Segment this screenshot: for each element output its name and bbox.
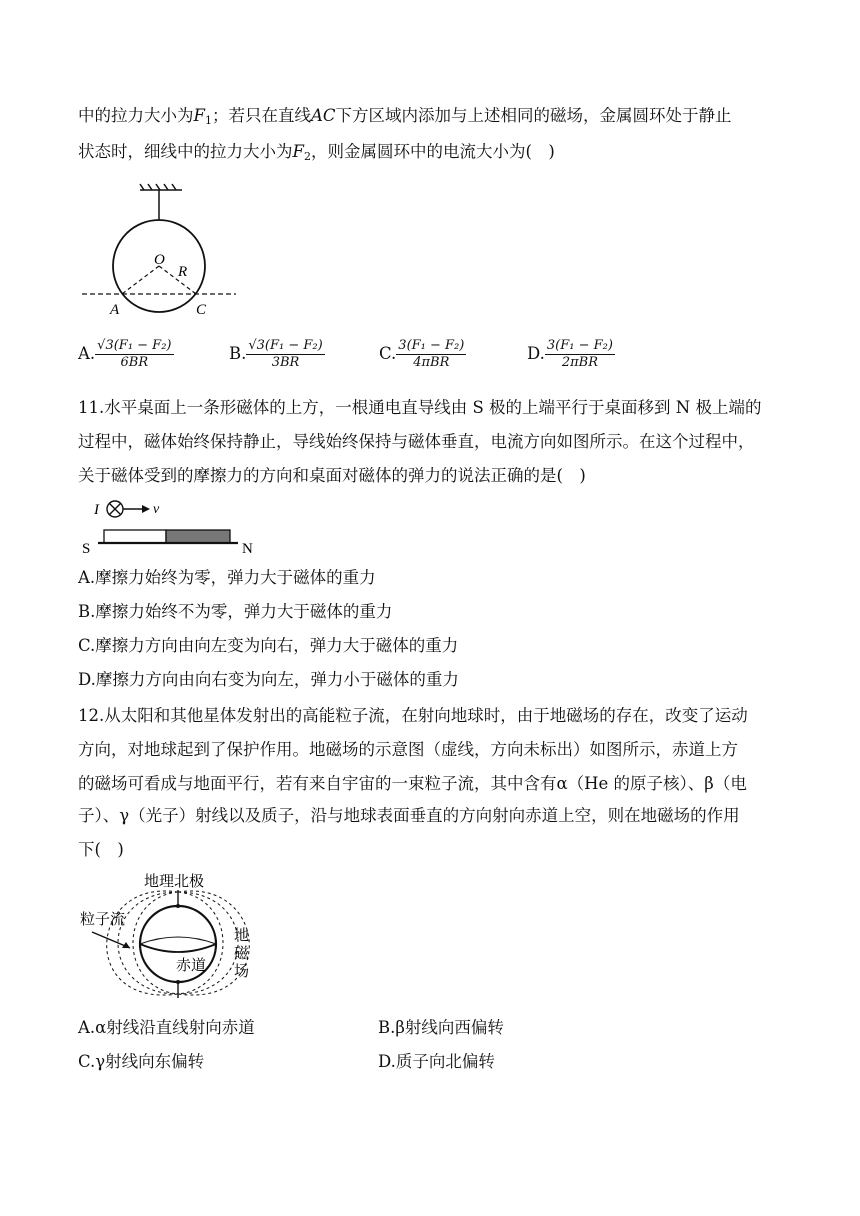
option-letter: A.: [78, 344, 96, 363]
q10-option-a[interactable]: [78, 338, 174, 371]
label-r: R: [178, 264, 188, 280]
option-fraction: [545, 338, 615, 371]
fraction-numerator: 3(F₁ − F₂): [546, 338, 613, 353]
q11-text-line-1: 11.水平桌面上一条形磁体的上方，一根通电直导线由 S 极的上端平行于桌面移到 N 极上端的: [78, 398, 762, 417]
label-north-pole: 地理北极: [144, 874, 205, 890]
q11-option-d[interactable]: D.摩擦力方向由向右变为向左，弹力小于磁体的重力: [78, 670, 459, 689]
q11-option-a[interactable]: A.摩擦力始终为零，弹力大于磁体的重力: [78, 568, 376, 587]
label-particle-stream: 粒子流: [80, 912, 126, 928]
fraction-denominator: 3BR: [271, 355, 300, 370]
q10-option-d[interactable]: [527, 338, 615, 371]
magnet-n-half: [166, 530, 230, 543]
q10-text-line-2: [78, 140, 555, 169]
q10-option-c[interactable]: [379, 338, 466, 371]
option-fraction: [95, 338, 173, 371]
q11-text-line-3: 关于磁体受到的摩擦力的方向和桌面对磁体的弹力的说法正确的是( ): [78, 466, 586, 485]
fraction-numerator: √3(F₁ − F₂): [97, 338, 172, 353]
q10-text: 状态时，细线中的拉力大小为: [78, 142, 293, 161]
option-letter: B.: [229, 344, 247, 363]
q11-option-b[interactable]: B.摩擦力始终不为零，弹力大于磁体的重力: [78, 602, 393, 621]
q11-text-line-2: 过程中，磁体始终保持静止，导线始终保持与磁体垂直，电流方向如图所示。在这个过程中，: [78, 432, 755, 451]
option-fraction: [246, 338, 324, 371]
option-letter: D.: [527, 344, 545, 363]
fraction-denominator: 4πBR: [413, 355, 450, 370]
magnet-s-half: [104, 530, 166, 543]
fraction-denominator: 2πBR: [561, 355, 598, 370]
q12-text-line-4: 子）、γ（光子）射线以及质子，沿与地球表面垂直的方向射向赤道上空，则在地磁场的作用: [78, 806, 740, 825]
label-o: O: [154, 252, 165, 268]
f1-symbol: F: [193, 106, 205, 125]
q10-text: ，则金属圆环中的电流大小为( ): [310, 142, 555, 161]
fraction-numerator: √3(F₁ − F₂): [248, 338, 323, 353]
q12-option-c[interactable]: C.γ射线向东偏转: [78, 1052, 205, 1071]
radius-oa: [122, 266, 159, 294]
magnet-figure: [80, 496, 270, 556]
q12-option-d[interactable]: D.质子向北偏转: [378, 1052, 495, 1071]
option-fraction: [396, 338, 466, 371]
q10-text-line-1: [78, 104, 732, 133]
label-field-3: 场: [234, 964, 250, 980]
q12-option-a[interactable]: A.α射线沿直线射向赤道: [78, 1018, 255, 1037]
q10-text: 中的拉力大小为: [78, 106, 194, 125]
q11-option-c[interactable]: C.摩擦力方向由向左变为向右，弹力大于磁体的重力: [78, 636, 459, 655]
label-a: A: [110, 302, 120, 318]
f2-symbol: F: [292, 142, 304, 161]
ac-symbol: AC: [310, 106, 336, 125]
label-c: C: [196, 302, 207, 318]
label-n: N: [242, 541, 253, 556]
f1-subscript: 1: [204, 114, 212, 127]
label-field-2: 磁: [234, 946, 250, 962]
earth-field-figure: [78, 868, 268, 1008]
option-letter: C.: [379, 344, 397, 363]
q12-text-line-3: 的磁场可看成与地面平行，若有来自宇宙的一束粒子流，其中含有α（He 的原子核）、β（电: [78, 774, 747, 793]
label-equator: 赤道: [176, 958, 207, 974]
q10-text: 下方区域内添加与上述相同的磁场，金属圆环处于静止: [335, 106, 732, 125]
q10-option-b[interactable]: [229, 338, 325, 371]
label-v: v: [153, 502, 160, 517]
q12-text-line-2: 方向，对地球起到了保护作用。地磁场的示意图（虚线，方向未标出）如图所示，赤道上方: [78, 740, 738, 759]
label-field-1: 地: [234, 928, 250, 944]
ceiling-hatch: [140, 184, 182, 190]
q10-text: ；若只在直线: [211, 106, 311, 125]
f2-subscript: 2: [303, 150, 311, 163]
label-i: I: [94, 502, 99, 518]
fraction-denominator: 6BR: [120, 355, 149, 370]
q12-text-line-5: 下( ): [78, 840, 124, 859]
q12-text-line-1: 12.从太阳和其他星体发射出的高能粒子流，在射向地球时，由于地磁场的存在，改变了运动: [78, 706, 748, 725]
label-s: S: [82, 541, 91, 556]
ring-figure: [82, 180, 242, 320]
fraction-numerator: 3(F₁ − F₂): [398, 338, 465, 353]
q12-option-b[interactable]: B.β射线向西偏转: [378, 1018, 504, 1037]
